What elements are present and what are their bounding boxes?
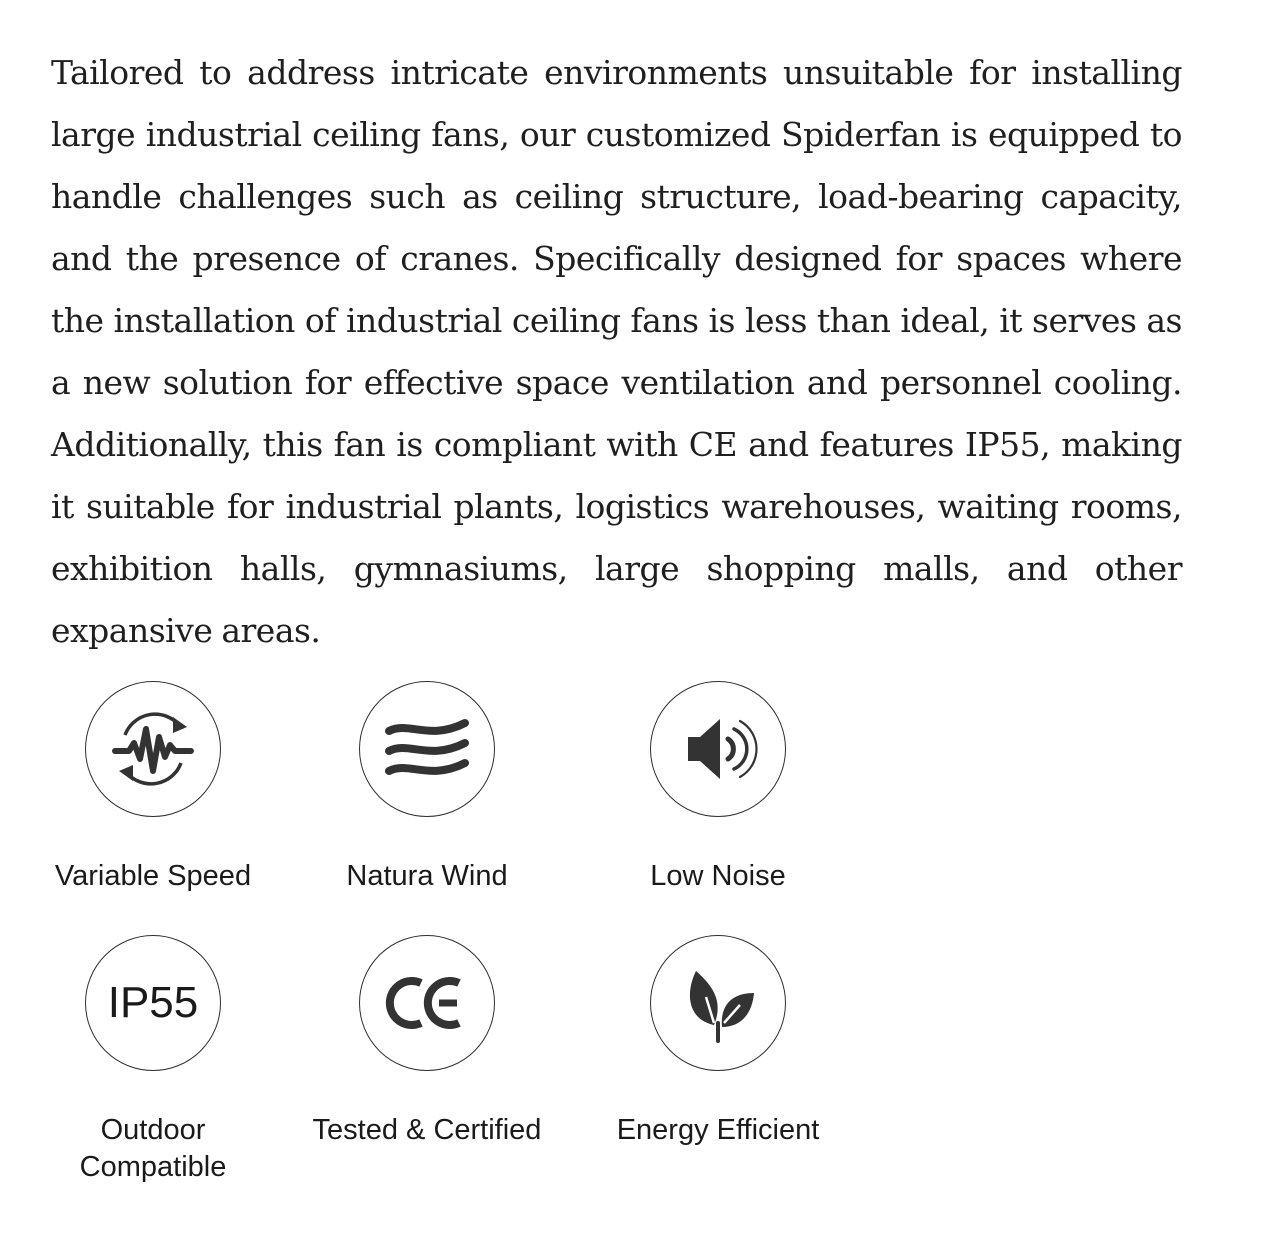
feature-energy <box>568 935 868 1149</box>
leaf-icon <box>668 953 768 1053</box>
ce-mark-icon <box>377 953 477 1053</box>
feature-label: Natura Wind <box>346 860 508 892</box>
feature-label: Tested & Certified <box>312 1114 542 1146</box>
natural-wind-icon <box>377 699 477 799</box>
variable-speed-icon-circle <box>85 681 221 817</box>
feature-label <box>3 1112 303 1186</box>
feature-label: Low Noise <box>650 860 786 892</box>
ip55-icon <box>85 935 221 1071</box>
product-description: Tailored to address intricate environments unsuitable for installing large industrial ceiling fans, our customized Spiderfan is equipped to handle challenges such as ceiling structure, load-bearing capacity, and the presence of cranes. Specifically designed for spaces where the installation of industrial ceiling fans is less than ideal, it serves as a new solution for effective space ventilation and personnel cooling. Additionally, this fan is compliant with CE and features IP55, making it suitable for industrial plants, logistics warehouses, waiting rooms, exhibition halls, gymnasiums, large shopping malls, and other expansive areas. <box>51 53 1182 650</box>
feature-variable-speed <box>3 681 303 895</box>
feature-low-noise <box>568 681 868 895</box>
ip55-icon-text: IP55 <box>107 978 199 1027</box>
feature-ip55 <box>3 935 303 1186</box>
ce-mark-icon-circle <box>359 935 495 1071</box>
feature-label: Variable Speed <box>54 860 252 892</box>
low-noise-icon <box>668 699 768 799</box>
feature-ce <box>277 935 577 1149</box>
natural-wind-icon-circle <box>359 681 495 817</box>
low-noise-icon-circle <box>650 681 786 817</box>
feature-label-line: Compatible <box>79 1151 227 1183</box>
variable-speed-icon <box>103 699 203 799</box>
feature-label-line: Outdoor <box>100 1114 206 1146</box>
feature-label: Energy Efficient <box>616 1114 820 1146</box>
leaf-icon-circle <box>650 935 786 1071</box>
feature-natural-wind <box>277 681 577 895</box>
